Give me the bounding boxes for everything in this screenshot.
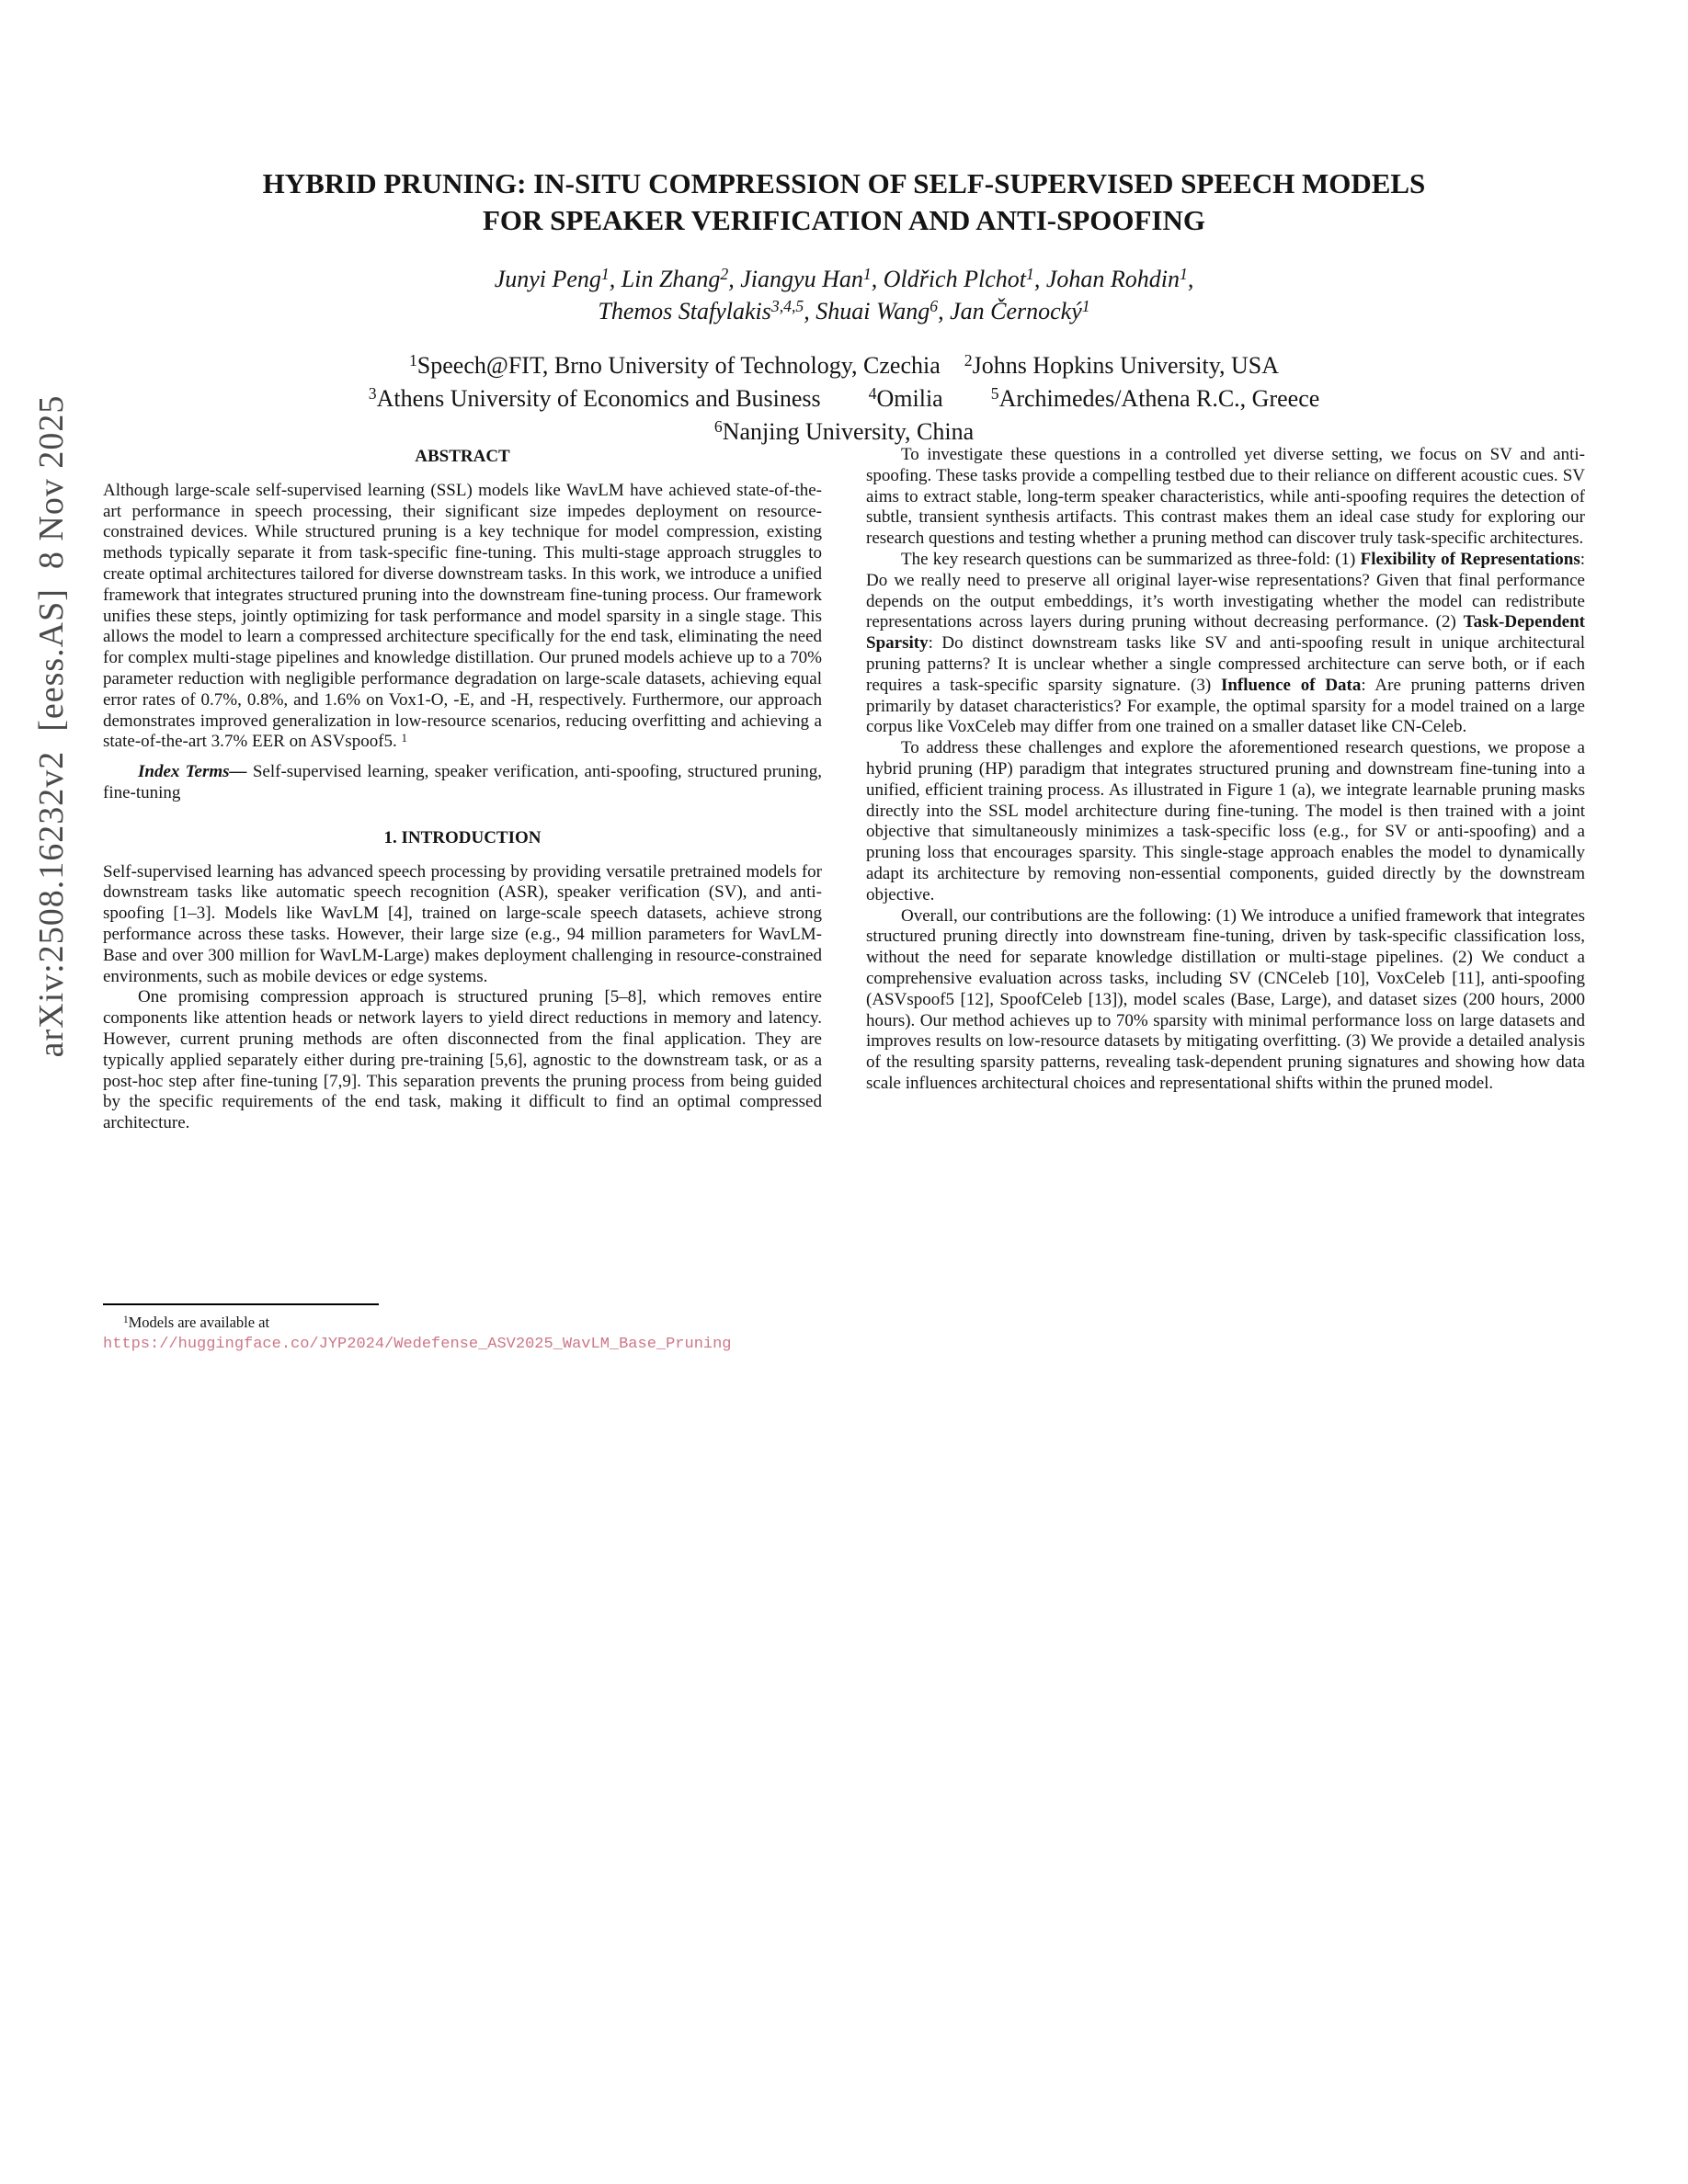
text-segment: Flexibility of Representations <box>1360 549 1580 569</box>
right-paragraph-4 <box>866 906 1585 1095</box>
superscript: 2 <box>964 351 973 370</box>
intro-paragraph-1 <box>103 862 822 988</box>
intro-paragraph-2 <box>103 987 822 1134</box>
text-segment: Index Terms— <box>138 762 247 782</box>
footnote <box>103 1303 822 1355</box>
paper-title-line-1: HYBRID PRUNING: IN-SITU COMPRESSION OF SELF-SUPERVISED SPEECH MODELS <box>262 167 1426 199</box>
text-segment: , Jiangyu Han <box>728 266 863 292</box>
superscript: 1 <box>408 351 417 370</box>
superscript: 1 <box>1179 265 1188 284</box>
section-heading: 1. INTRODUCTION <box>383 827 542 847</box>
text-segment: Themos Stafylakis <box>598 298 771 324</box>
text-segment: , Lin Zhang <box>609 266 721 292</box>
superscript: 1 <box>123 1314 129 1325</box>
superscript: 2 <box>720 265 729 284</box>
right-paragraph-3 <box>866 738 1585 905</box>
text-segment: Athens University of Economics and Business <box>376 385 869 412</box>
superscript: 1 <box>401 730 407 745</box>
text-segment: , Oldřich Plchot <box>871 266 1026 292</box>
text-segment: Archimedes/Athena R.C., Greece <box>998 385 1320 412</box>
text-segment: To investigate these questions in a controlled yet diverse setting, we focus on SV and anti-spoofing. These tasks provide a compelling testbed due to their reliance on different acoustic cues. SV aims to extract stable, long-term speaker characteristics, while anti-spoofing requires the detection of subtle, transient synthesis artifacts. This contrast makes them an ideal case study for exploring our research questions and testing whether a pruning method can discover truly task-specific architectures. <box>866 445 1585 549</box>
text-segment: Models are available at <box>128 1313 270 1331</box>
text-segment: Influence of Data <box>1220 675 1362 695</box>
affiliation-line <box>103 349 1585 382</box>
text-segment: Overall, our contributions are the following: (1) We introduce a unified framework that integrates structured pruning directly into downstream fine-tuning, driven by task-specific classification loss, without the need for separate knowledge distillation or multi-stage pipelines. (2) We conduct a comprehensive evaluation across tasks, including SV (CNCeleb [10], VoxCeleb [11], anti-spoofing (ASVspoof5 [12], SpoofCeleb [13]), model scales (Base, Large), and dataset sizes (200 hours, 2000 hours). Our method achieves up to 70% sparsity with minimal performance loss on large datasets and improves results on low-resource datasets by mitigating overfitting. (3) We provide a detailed analysis of the resulting sparsity patterns, revealing task-dependent pruning signatures and showing how data scale influences architectural choices and representational shifts within the pruned model. <box>866 905 1585 1093</box>
text-segment: Self-supervised learning, speaker verification, anti-spoofing, structured pruning, fine-tuning <box>103 762 822 802</box>
arxiv-stamp: arXiv:2508.16232v2 [eess.AS] 8 Nov 2025 <box>32 394 71 1058</box>
text-segment: The key research questions can be summarized as three-fold: (1) <box>901 549 1361 569</box>
text-segment: : Do we really need to preserve all original layer-wise representations? Given that final performance depends on the output embeddings, it’s worth investigating whether the model can redistribute representations across layers during pruning without decreasing performance. (2) <box>866 549 1586 632</box>
text-segment: Omilia <box>876 385 991 412</box>
superscript: 1 <box>862 265 872 284</box>
index-terms-paragraph <box>103 762 822 804</box>
text-segment: One promising compression approach is structured pruning [5–8], which removes entire components like attention heads or network layers to yield direct reductions in memory and latency. However, current pruning methods are often disconnected from the final application. They are typically applied separately either during pre-training [5,6], agnostic to the downstream task, or as a post-hoc step after fine-tuning [7,9]. This separation prevents the pruning process from being guided by the specific requirements of the end task, making it difficult to find an optimal compressed architecture. <box>103 987 822 1133</box>
author-line <box>103 295 1585 327</box>
right-paragraph-2 <box>866 550 1585 738</box>
text-segment: Junyi Peng <box>494 266 601 292</box>
text-segment: , Shuai Wang <box>804 298 930 324</box>
author-line <box>103 263 1585 295</box>
text-segment: , Jan Černocký <box>938 298 1082 324</box>
affiliation-block <box>103 349 1585 449</box>
superscript: 6 <box>930 297 939 316</box>
text-segment: Self-supervised learning has advanced speech processing by providing versatile pretrained models for downstream tasks like automatic speech recognition (ASR), speaker verification (SV), and anti-spoofing [1–3]. Models like WavLM [4], trained on large-scale speech datasets, achieve strong performance across these tasks. However, their large size (e.g., 94 million parameters for WavLM-Base and over 300 million for WavLM-Large) makes deployment challenging in resource-constrained environments, such as mobile devices or edge systems. <box>103 861 822 986</box>
left-column-content <box>103 445 822 1134</box>
footnote-text <box>103 1313 822 1355</box>
text-segment: Nanjing University, China <box>722 418 975 445</box>
text-segment: , <box>1187 266 1194 292</box>
text-segment: : Do distinct downstream tasks like SV and anti-spoofing result in unique architectural pruning patterns? It is unclear whether a single compressed architecture can serve both, or if each requires a task-specific sparsity signature. (3) <box>866 633 1585 695</box>
abstract-paragraph <box>103 481 822 753</box>
text-segment: Johns Hopkins University, USA <box>972 352 1280 379</box>
footnote-rule <box>103 1303 379 1305</box>
text-segment: To address these challenges and explore the aforementioned research questions, we propose a hybrid pruning (HP) paradigm that integrates structured pruning and downstream fine-tuning into a unified, efficient training process. As illustrated in Figure 1 (a), we integrate learnable pruning masks directly into the SSL model architecture during fine-tuning. The model is then trained with a joint objective that simultaneously minimizes a task-specific loss (e.g., for SV or anti-spoofing) and a pruning loss that encourages sparsity. This single-stage approach enables the model to dynamically adapt its architecture by removing non-essential components, guided directly by the downstream objective. <box>866 738 1585 904</box>
text-segment: Speech@FIT, Brno University of Technology, Czechia <box>416 352 964 379</box>
superscript: 5 <box>990 384 999 404</box>
text-segment: : Are pruning patterns driven primarily by dataset characteristics? For example, the optimal sparsity for a model trained on a large corpus like VoxCeleb may differ from one trained on a smaller dataset like CN-Celeb. <box>866 675 1585 737</box>
right-column <box>866 445 1585 1095</box>
left-column <box>103 445 822 1355</box>
affiliation-line <box>103 415 1585 449</box>
author-block <box>103 263 1585 327</box>
right-paragraph-1 <box>866 445 1585 550</box>
superscript: 1 <box>1081 297 1090 316</box>
superscript: 4 <box>868 384 877 404</box>
text-segment: Although large-scale self-supervised learning (SSL) models like WavLM have achieved state-of-the-art performance in speech processing, their significant size impedes deployment on resource-constrained devices. While structured pruning is a key technique for model compression, existing methods typically separate it from task-specific fine-tuning. This multi-stage approach struggles to create optimal architectures tailored for diverse downstream tasks. In this work, we introduce a unified framework that integrates structured pruning into the downstream fine-tuning process. Our framework unifies these steps, jointly optimizing for task performance and model sparsity in a single stage. This allows the model to learn a compressed architecture specifically for the end task, eliminating the need for complex multi-stage pipelines and knowledge distillation. Our pruned models achieve up to a 70% parameter reduction with negligible performance degradation on large-scale datasets, achieving equal error rates of 0.7%, 0.8%, and 1.6% on Vox1-O, -E, and -H, respectively. Furthermore, our approach demonstrates improved generalization in low-resource scenarios, reducing overfitting and achieving a state-of-the-art 3.7% EER on ASVspoof5. <box>103 480 822 752</box>
superscript: 1 <box>1025 265 1034 284</box>
paper-title-line-2: FOR SPEAKER VERIFICATION AND ANTI-SPOOFING <box>482 204 1205 236</box>
superscript: 1 <box>600 265 610 284</box>
text-segment: , Johan Rohdin <box>1033 266 1180 292</box>
superscript: 3,4,5 <box>770 297 804 316</box>
affiliation-line <box>103 382 1585 415</box>
paper-header <box>103 165 1585 449</box>
superscript: 6 <box>713 417 723 437</box>
text-segment: Task-Dependent Sparsity <box>866 612 1585 654</box>
section-heading: ABSTRACT <box>415 447 510 466</box>
footnote-url-link[interactable]: https://huggingface.co/JYP2024/Wedefense_ASV2025_WavLM_Base_Pruning <box>103 1335 732 1353</box>
superscript: 3 <box>368 384 377 404</box>
